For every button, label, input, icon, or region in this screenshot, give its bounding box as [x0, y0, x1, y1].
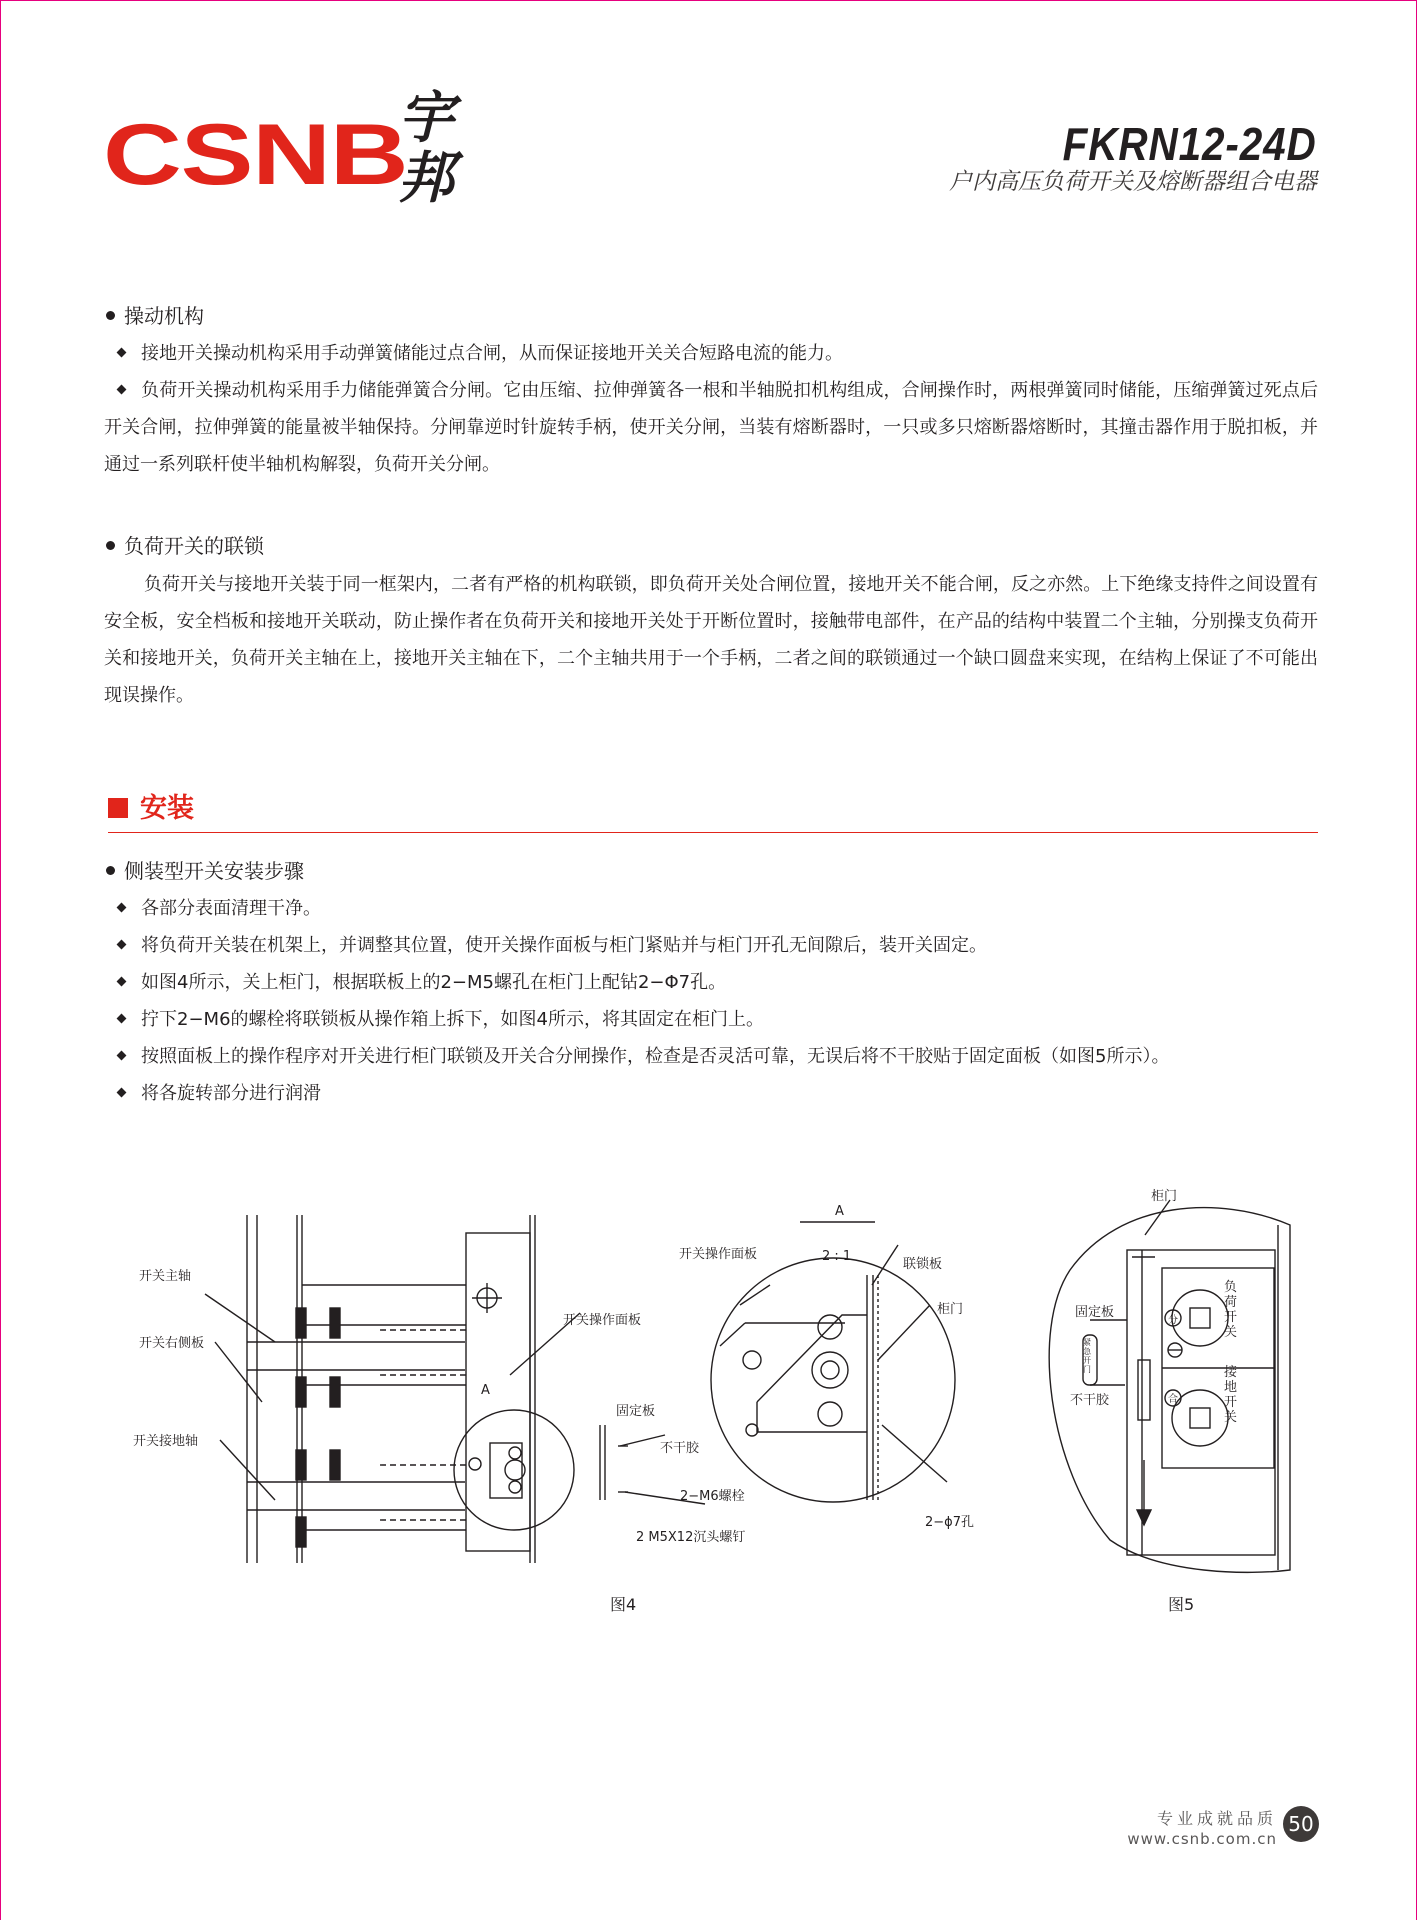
label-m5-screw: 2 M5X12沉头螺钉: [636, 1530, 746, 1545]
install-step-6: 将各旋转部分进行润滑: [104, 1075, 1318, 1112]
bullet-dot-icon: [106, 866, 115, 875]
label-interlock-plate: 联锁板: [903, 1257, 943, 1272]
product-subtitle: 户内高压负荷开关及熔断器组合电器: [949, 169, 1317, 195]
fig5-label-close: 合: [1168, 1394, 1178, 1405]
install-step-4: 拧下2−M6的螺栓将联锁板从操作箱上拆下，如图4所示，将其固定在柜门上。: [104, 1001, 1318, 1038]
section-divider: [108, 832, 1318, 833]
page-border-top: [0, 0, 1417, 1]
fig5-label-emergency: 紧急开门: [1083, 1338, 1091, 1374]
brand-logo: CSNB: [103, 107, 408, 203]
fig5-label-load-switch: 负荷开关: [1224, 1280, 1238, 1340]
fig5-label-open: 分: [1168, 1315, 1178, 1326]
label-sticker: 不干胶: [660, 1441, 700, 1456]
install-step-3: 如图4所示，关上柜门，根据联板上的2−M5螺孔在柜门上配钻2−Φ7孔。: [104, 964, 1318, 1001]
footer-url[interactable]: www.csnb.com.cn: [1127, 1830, 1277, 1848]
fig5-label-fixing-plate: 固定板: [1075, 1305, 1115, 1320]
install-step-1: 各部分表面清理干净。: [104, 890, 1318, 927]
diamond-bullet-icon: [117, 977, 127, 987]
diamond-bullet-icon: [117, 385, 127, 395]
interlock-paragraph: 负荷开关与接地开关装于同一框架内，二者有严格的机构联锁，即负荷开关处合闸位置，接地开关不能合闸，反之亦然。上下绝缘支持件之间设置有安全板，安全档板和接地开关联动，防止操作者在负荷开关和接地开关处于开断位置时，接触带电部件，在产品的结构中装置二个主轴，分别操支负荷开关和接地开关，负荷开关主轴在上，接地开关主轴在下，二个主轴共用于一个手柄，二者之间的联锁通过一个缺口圆盘来实现，在结构上保证了不可能出现误操作。: [104, 574, 1318, 706]
fig5-label-earth-switch: 接地开关: [1224, 1365, 1238, 1425]
label-right-plate: 开关右侧板: [139, 1336, 205, 1351]
label-cabinet-door: 柜门: [937, 1302, 964, 1317]
label-detail-panel: 开关操作面板: [679, 1247, 758, 1262]
diamond-bullet-icon: [117, 348, 127, 358]
interlock-heading: 负荷开关的联锁: [106, 530, 264, 559]
diamond-bullet-icon: [117, 1051, 127, 1061]
bullet-dot-icon: [106, 311, 115, 320]
diamond-bullet-icon: [117, 940, 127, 950]
label-main-shaft: 开关主轴: [139, 1269, 192, 1284]
figure-5-caption: 图5: [1168, 1595, 1195, 1614]
fig5-label-door: 柜门: [1151, 1189, 1178, 1204]
diamond-bullet-icon: [117, 1014, 127, 1024]
figure-4-caption: 图4: [610, 1595, 637, 1614]
label-scale: 2 : 1: [822, 1249, 852, 1264]
label-detail-a: A: [481, 1383, 490, 1398]
label-detail-a-title: A: [835, 1204, 844, 1219]
fig5-label-sticker: 不干胶: [1070, 1393, 1110, 1408]
install-section-title: 安装: [108, 786, 194, 825]
label-earth-shaft: 开关接地轴: [133, 1434, 199, 1449]
page-number: 50: [1283, 1806, 1319, 1842]
install-step-5: 按照面板上的操作程序对开关进行柜门联锁及开关合分闸操作，检查是否灵活可靠，无误后将不干胶贴于固定面板（如图5所示）。: [104, 1038, 1318, 1075]
operating-item-2: 负荷开关操动机构采用手力储能弹簧合分闸。它由压缩、拉伸弹簧各一根和半轴脱扣机构组成，合闸操作时，两根弹簧同时储能，压缩弹簧过死点后开关合闸，拉伸弹簧的能量被半轴保持。分闸靠逆时针旋转手柄，使开关分闸，当装有熔断器时，一只或多只熔断器熔断时，其撞击器作用于脱扣板，并通过一系列联杆使半轴机构解裂，负荷开关分闸。: [104, 380, 1318, 475]
figure-5-drawing: [1030, 1180, 1320, 1580]
product-model: FKRN12-24D: [1062, 118, 1317, 170]
page-border-left: [0, 0, 1, 1920]
brand-logo-chinese: 宇邦: [398, 85, 454, 211]
label-m6-bolt: 2−M6螺栓: [680, 1489, 745, 1504]
install-step-2: 将负荷开关装在机架上，并调整其位置，使开关操作面板与柜门紧贴并与柜门开孔无间隙后，装开关固定。: [104, 927, 1318, 964]
install-heading: 侧装型开关安装步骤: [106, 855, 304, 884]
red-square-icon: [108, 798, 128, 818]
footer-slogan: 专业成就品质: [1156, 1809, 1277, 1828]
operating-heading: 操动机构: [106, 300, 204, 329]
diamond-bullet-icon: [117, 903, 127, 913]
label-hole: 2−ϕ7孔: [925, 1515, 975, 1530]
diamond-bullet-icon: [117, 1088, 127, 1098]
operating-item-1: 接地开关操动机构采用手动弹簧储能过点合闸，从而保证接地开关关合短路电流的能力。: [104, 335, 1318, 372]
label-operation-panel: 开关操作面板: [563, 1313, 642, 1328]
label-fixing-plate: 固定板: [616, 1404, 656, 1419]
bullet-dot-icon: [106, 541, 115, 550]
